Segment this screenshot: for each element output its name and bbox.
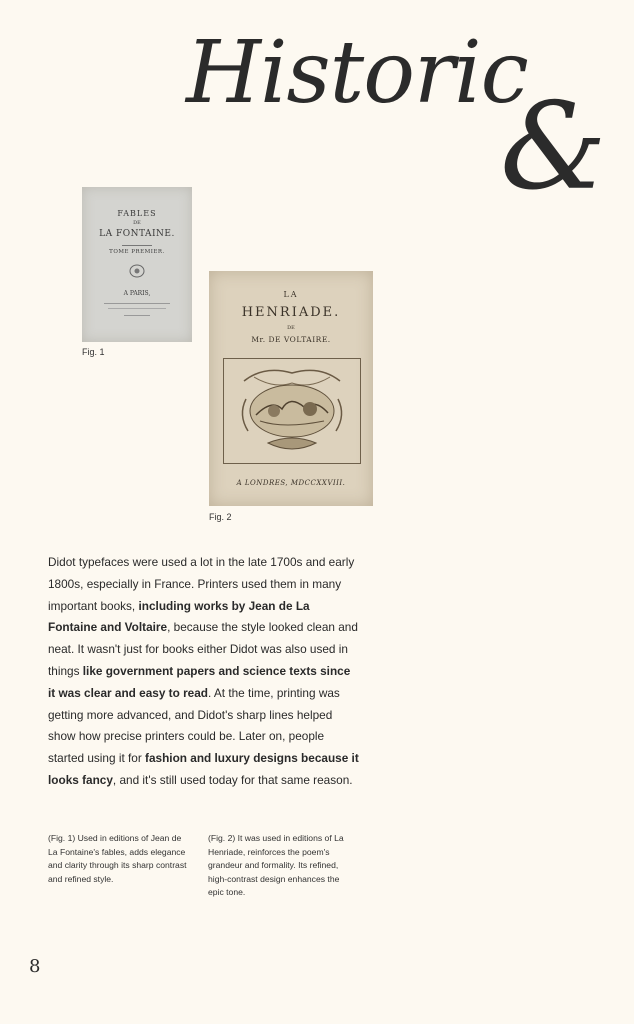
body-bold-3: fashion and luxury designs because it looks fancy bbox=[48, 751, 359, 787]
body-text-3: . At the time, printing was getting more advanced, and Didot's sharp lines helped show how precise printers could be. Later on, people started using it for bbox=[48, 685, 340, 766]
body-bold-1: including works by Jean de La Fontaine and Voltaire bbox=[48, 598, 310, 635]
body-text-1: Didot typefaces were used a lot in the late 1700s and early 1800s, especially in France. Printers used them in many important books, bbox=[48, 555, 355, 613]
body-text-4: , and it's still used today for that same reason. bbox=[112, 772, 353, 787]
fig1-imprint-line-c bbox=[124, 315, 150, 316]
fig1-book-line5: A PARIS, bbox=[123, 290, 151, 297]
fig1-imprint-line-a bbox=[104, 303, 170, 304]
fig2-engraving bbox=[224, 359, 360, 463]
fig2-book-line5: A LONDRES, MDCCXXVIII. bbox=[236, 479, 346, 487]
page-title: Historic bbox=[186, 23, 528, 123]
fig2-caption: Fig. 2 bbox=[209, 512, 232, 522]
fig2-image bbox=[209, 271, 373, 506]
fig1-book-line2: DE bbox=[133, 220, 141, 226]
fig1-book-line4: TOME PREMIER. bbox=[109, 249, 165, 255]
fig2-note: (Fig. 2) It was used in editions of La Henriade, reinforces the poem's grandeur and formality. Its refined, high-contrast design enhances the epic tone. bbox=[208, 833, 344, 897]
body-bold-2: like government papers and science texts since it was clear and easy to read bbox=[48, 663, 351, 700]
fig2-book-line3: DE bbox=[287, 325, 295, 331]
fig1-note: (Fig. 1) Used in editions of Jean de La Fontaine's fables, adds elegance and clarity through its sharp contrast and refined style. bbox=[48, 833, 187, 884]
fig2-book-line4: Mr. DE VOLTAIRE. bbox=[251, 335, 331, 344]
fig1-imprint-line-b bbox=[108, 308, 166, 309]
fig1-ornament bbox=[127, 263, 147, 279]
fig2-engraving-frame bbox=[223, 358, 361, 464]
fig1-image bbox=[82, 187, 192, 342]
fig1-book-line3: LA FONTAINE. bbox=[99, 229, 175, 239]
page-number: 8 bbox=[29, 956, 41, 977]
body-text-2: , because the style looked clean and neat. It wasn't just for books either Didot was also used in things bbox=[48, 620, 358, 678]
fig2-book-line2: HENRIADE. bbox=[241, 305, 341, 320]
fig1-rule bbox=[122, 245, 152, 246]
body-paragraph bbox=[48, 552, 360, 792]
fig1-book-line1: FABLES bbox=[117, 209, 157, 218]
fig2-book-line1: LA bbox=[283, 290, 299, 299]
fig1-caption: Fig. 1 bbox=[82, 347, 105, 357]
ampersand-glyph: & bbox=[500, 78, 607, 217]
